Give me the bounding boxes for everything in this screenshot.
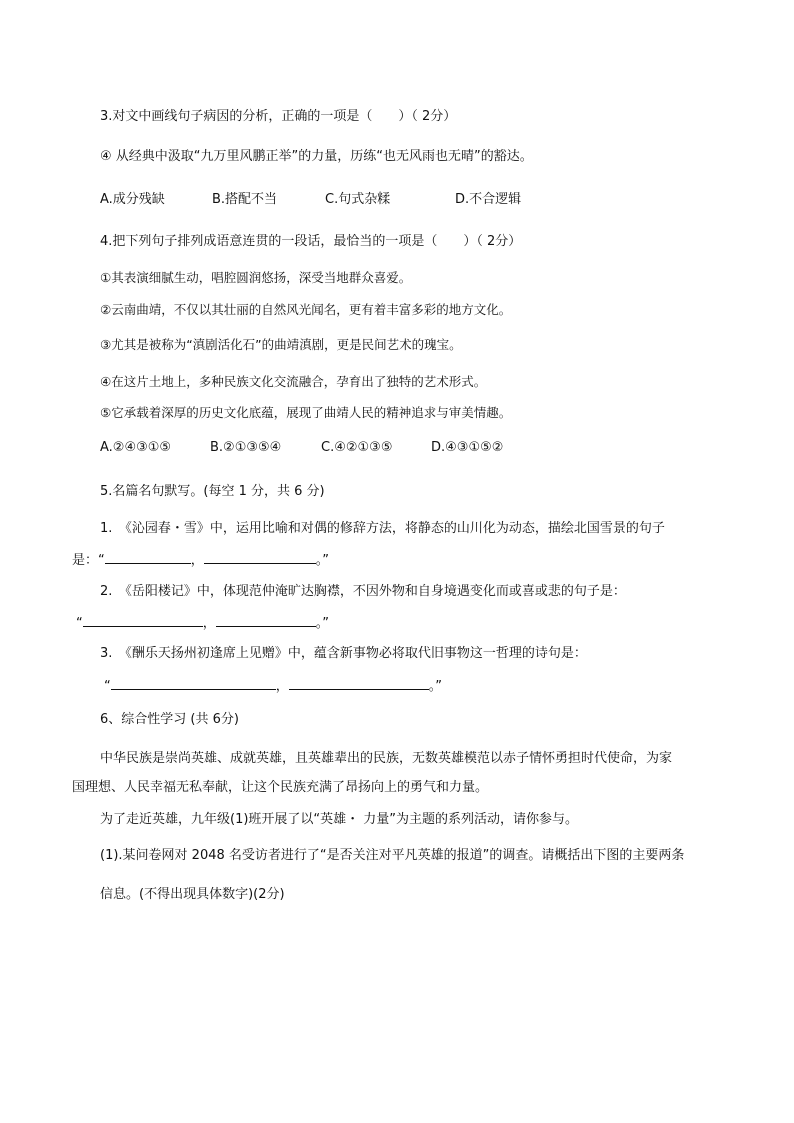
q4-sentence-4: ④在这片土地上，多种民族文化交流融合，孕育出了独特的艺术形式。 [100, 374, 487, 389]
q5-item2-text: 2. 《岳阳楼记》中，体现范仲淹旷达胸襟，不因外物和自身境遇变化而或喜或悲的句子是： [100, 584, 626, 599]
q3-option-b: B.搭配不当 [212, 192, 278, 207]
q4-stem: 4.把下列句子排列成语意连贯的一段话，最恰当的一项是（ ）（ 2分） [100, 234, 522, 249]
q4-option-c: C.④②①③⑤ [321, 440, 393, 455]
q5-item3-blank-2[interactable] [289, 677, 429, 690]
q5-item1-prefix: 是：“ [72, 553, 105, 568]
q4-sentence-2: ②云南曲靖，不仅以其壮丽的自然风光闻名，更有着丰富多彩的地方文化。 [100, 302, 512, 317]
q6-stem: 6、综合性学习 (共 6分) [100, 712, 239, 727]
q4-sentence-1: ①其表演细腻生动，唱腔圆润悠扬，深受当地群众喜爱。 [100, 270, 412, 285]
q5-item3-text: 3. 《酬乐天扬州初逢席上见赠》中，蕴含新事物必将取代旧事物这一哲理的诗句是： [100, 646, 587, 661]
q5-item3-end: 。” [428, 679, 443, 694]
q5-item2-answer-line [76, 614, 329, 632]
q5-item2-comma: ， [202, 616, 216, 631]
q4-sentence-5: ⑤它承载着深厚的历史文化底蕴，展现了曲靖人民的精神追求与审美情趣。 [100, 405, 512, 420]
q4-option-b: B.②①③⑤④ [210, 440, 282, 455]
q6-subquestion-1-line-1: (1).某问卷网对 2048 名受访者进行了“是否关注对平凡英雄的报道”的调查。请概括出下图的主要两条 [100, 848, 685, 863]
q3-sentence: ④ 从经典中汲取“九万里风鹏正举”的力量，历练“也无风雨也无晴”的豁达。 [100, 149, 533, 164]
q3-stem: 3.对文中画线句子病因的分析，正确的一项是（ ）（ 2分） [100, 109, 457, 124]
q5-item3-comma: ， [275, 679, 289, 694]
q6-subquestion-1-line-2: 信息。(不得出现具体数字)(2分) [100, 887, 285, 902]
q5-item1-comma: ， [190, 553, 204, 568]
q3-option-c: C.句式杂糅 [325, 192, 391, 207]
q5-item1-blank-1[interactable] [105, 551, 191, 564]
q4-option-d: D.④③①⑤② [431, 440, 504, 455]
q5-item3-blank-1[interactable] [111, 677, 276, 690]
q4-sentence-3: ③尤其是被称为“滇剧活化石”的曲靖滇剧，更是民间艺术的瑰宝。 [100, 337, 462, 352]
q5-item3-answer-line [104, 677, 442, 695]
q5-item2-end: 。” [315, 616, 330, 631]
q6-paragraph-1-line-1: 中华民族是崇尚英雄、成就英雄，且英雄辈出的民族，无数英雄模范以赤子情怀勇担时代使命，为家 [100, 751, 673, 766]
q6-paragraph-2: 为了走近英雄，九年级(1)班开展了以“英雄・ 力量”为主题的系列活动，请你参与。 [100, 812, 579, 827]
q5-item1-blank-2[interactable] [204, 551, 316, 564]
q5-item1-end: 。” [315, 553, 330, 568]
q3-option-d: D.不合逻辑 [455, 192, 522, 207]
q4-option-a: A.②④③①⑤ [100, 440, 172, 455]
q5-item3-prefix: “ [104, 679, 111, 694]
q5-item1-answer-line [72, 551, 329, 569]
q6-paragraph-1-line-2: 国理想、人民幸福无私奉献，让这个民族充满了昂扬向上的勇气和力量。 [72, 780, 489, 795]
q3-option-a: A.成分残缺 [100, 192, 165, 207]
q5-stem: 5.名篇名句默写。(每空 1 分，共 6 分) [100, 484, 325, 499]
q5-item2-blank-1[interactable] [83, 614, 203, 627]
q5-item1-text: 1. 《沁园春・雪》中，运用比喻和对偶的修辞方法，将静态的山川化为动态，描绘北国雪景的句子 [100, 521, 665, 536]
q5-item2-prefix: “ [76, 616, 83, 631]
q5-item2-blank-2[interactable] [216, 614, 316, 627]
